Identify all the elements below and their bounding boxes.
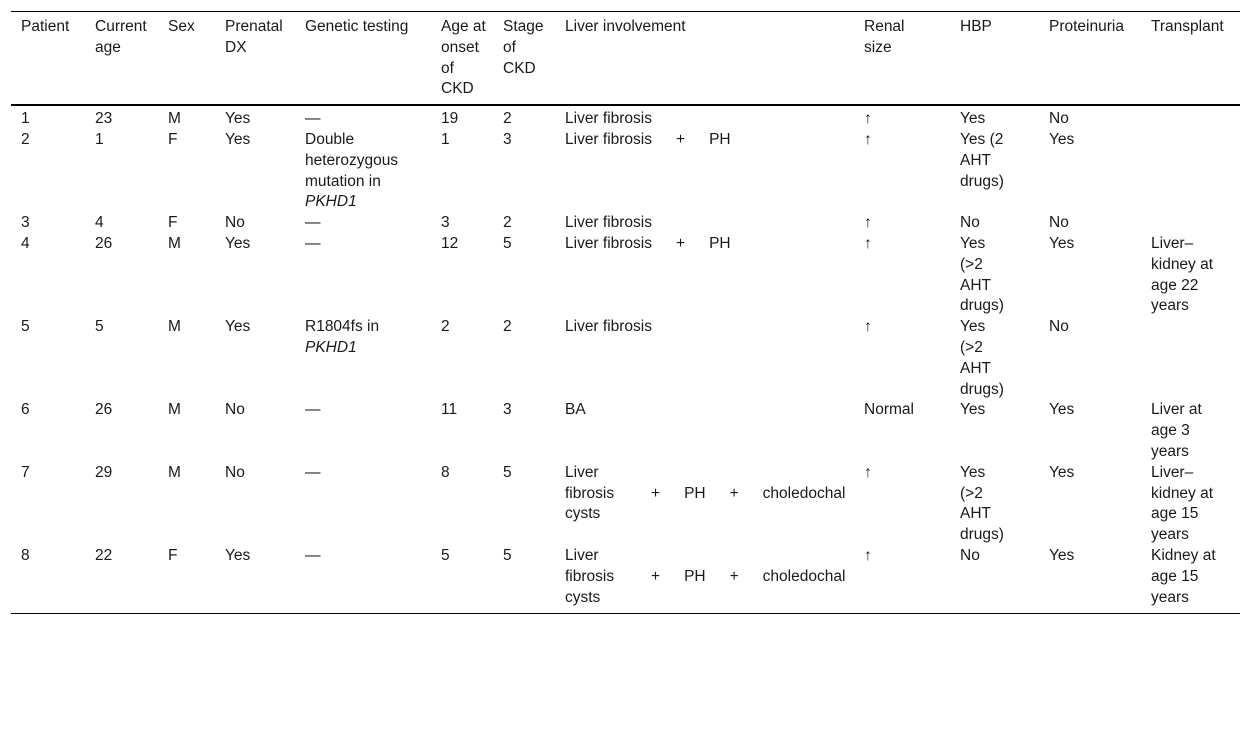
cell-transplant: Kidney at age 15 years (1151, 546, 1216, 606)
cell-stage-ckd: 2 (503, 214, 512, 232)
genetic-text: — (305, 110, 321, 128)
table-row (11, 317, 1240, 400)
cell-liver-involvement (555, 130, 854, 213)
cell-patient: 4 (21, 234, 30, 252)
patient-table (11, 11, 1240, 614)
header-hbp: HBP (960, 18, 992, 35)
header-sex: Sex (168, 18, 195, 35)
cell-genetic-testing (295, 546, 431, 614)
cell-prenatal-dx: No (225, 463, 245, 481)
table-row (11, 463, 1240, 546)
cell-hbp: Yes (>2 AHT drugs) (960, 463, 1004, 544)
cell-age-onset-ckd: 19 (441, 110, 459, 128)
cell-stage-ckd: 5 (503, 234, 512, 252)
liver-plus-sign: + (729, 484, 739, 502)
header-renal-size: Renal size (864, 18, 905, 56)
cell-proteinuria: Yes (1049, 130, 1075, 148)
liver-finding: Liver fibrosis (565, 234, 652, 252)
table-row (11, 213, 1240, 234)
cell-sex: F (168, 546, 178, 564)
cell-genetic-testing (295, 213, 431, 234)
cell-stage-ckd: 5 (503, 546, 512, 564)
cell-genetic-testing (295, 130, 431, 213)
liver-finding: choledochal (762, 484, 846, 502)
cell-age-onset-ckd: 3 (441, 214, 450, 232)
cell-stage-ckd: 3 (503, 130, 512, 148)
cell-proteinuria: No (1049, 318, 1069, 336)
cell-proteinuria: Yes (1049, 463, 1075, 481)
cell-liver-involvement (555, 234, 854, 317)
table-row (11, 234, 1240, 317)
cell-current-age: 22 (95, 546, 113, 564)
genetic-text: — (305, 234, 321, 252)
liver-finding: Liver fibrosis (565, 318, 652, 336)
cell-liver-involvement (555, 463, 854, 546)
liver-involvement-group (565, 546, 854, 608)
cell-transplant (1141, 213, 1240, 234)
header-stage-ckd: Stage of CKD (503, 18, 544, 77)
cell-proteinuria: Yes (1049, 546, 1075, 564)
liver-finding: choledochal (762, 567, 846, 585)
cell-sex: M (168, 110, 181, 128)
liver-involvement-group (565, 213, 854, 234)
table-body (11, 105, 1240, 614)
cell-current-age: 29 (95, 463, 113, 481)
cell-current-age: 26 (95, 234, 113, 252)
cell-patient: 7 (21, 463, 30, 481)
liver-finding: PH (709, 234, 731, 252)
cell-renal-size: Normal (864, 401, 914, 419)
cell-age-onset-ckd: 1 (441, 130, 450, 148)
cell-prenatal-dx: Yes (225, 546, 251, 564)
header-patient: Patient (21, 18, 70, 35)
cell-renal-size: ↑ (864, 234, 872, 252)
cell-renal-size: ↑ (864, 214, 872, 232)
cell-renal-size: ↑ (864, 130, 872, 148)
cell-hbp: Yes (>2 AHT drugs) (960, 318, 1004, 398)
cell-hbp: Yes (960, 401, 986, 419)
cell-renal-size: ↑ (864, 318, 872, 336)
cell-hbp: Yes (960, 110, 986, 128)
cell-proteinuria: No (1049, 214, 1069, 232)
liver-finding: Liver fibrosis (565, 214, 652, 232)
cell-stage-ckd: 2 (503, 110, 512, 128)
liver-finding: Liver fibrosis (565, 110, 652, 128)
cell-age-onset-ckd: 2 (441, 318, 450, 336)
genetic-text: — (305, 463, 321, 481)
cell-liver-involvement (555, 400, 854, 462)
gene-name: PKHD1 (305, 338, 357, 356)
header-age-onset-ckd: Age at onset of CKD (441, 18, 486, 98)
genetic-text: — (305, 546, 321, 564)
cell-patient: 5 (21, 318, 30, 336)
cell-renal-size: ↑ (864, 546, 872, 564)
genetic-text: — (305, 214, 321, 232)
cell-patient: 6 (21, 401, 30, 419)
liver-finding: PH (709, 130, 731, 148)
cell-genetic-testing (295, 317, 431, 400)
table-row (11, 546, 1240, 614)
liver-plus-sign: + (651, 484, 661, 502)
cell-transplant (1141, 105, 1240, 130)
liver-finding: Liver fibrosis cysts (565, 463, 615, 523)
table-row (11, 130, 1240, 213)
cell-patient: 3 (21, 214, 30, 232)
cell-patient: 1 (21, 110, 30, 128)
cell-genetic-testing (295, 400, 431, 462)
liver-finding: Liver fibrosis cysts (565, 546, 615, 606)
cell-proteinuria: Yes (1049, 401, 1075, 419)
cell-hbp: No (960, 546, 980, 564)
cell-sex: M (168, 463, 181, 481)
liver-involvement-group (565, 234, 854, 255)
liver-finding: Liver fibrosis (565, 130, 652, 148)
cell-prenatal-dx: Yes (225, 234, 251, 252)
cell-hbp: No (960, 214, 980, 232)
cell-stage-ckd: 2 (503, 318, 512, 336)
liver-involvement-group (565, 400, 854, 421)
cell-current-age: 1 (95, 130, 104, 148)
cell-current-age: 23 (95, 110, 113, 128)
cell-sex: F (168, 130, 178, 148)
header-transplant: Transplant (1151, 18, 1224, 35)
cell-sex: M (168, 318, 181, 336)
cell-liver-involvement (555, 213, 854, 234)
cell-age-onset-ckd: 8 (441, 463, 450, 481)
cell-prenatal-dx: Yes (225, 318, 251, 336)
cell-hbp: Yes (2 AHT drugs) (960, 130, 1004, 190)
cell-hbp: Yes (>2 AHT drugs) (960, 234, 1004, 315)
header-proteinuria: Proteinuria (1049, 18, 1124, 35)
liver-involvement-group (565, 317, 854, 338)
cell-liver-involvement (555, 317, 854, 400)
liver-involvement-group (565, 109, 854, 130)
genetic-text: — (305, 401, 321, 419)
cell-transplant (1141, 317, 1240, 400)
cell-prenatal-dx: No (225, 214, 245, 232)
cell-sex: F (168, 214, 178, 232)
cell-genetic-testing (295, 463, 431, 546)
cell-stage-ckd: 5 (503, 463, 512, 481)
table-header (11, 12, 1240, 106)
liver-finding: BA (565, 401, 586, 419)
cell-age-onset-ckd: 12 (441, 234, 459, 252)
genetic-text: R1804fs in (305, 318, 380, 336)
liver-finding: PH (684, 567, 706, 585)
cell-stage-ckd: 3 (503, 401, 512, 419)
cell-transplant: Liver–kidney at age 22 years (1151, 234, 1214, 315)
cell-genetic-testing (295, 105, 431, 130)
table-row (11, 105, 1240, 130)
liver-involvement-group (565, 130, 854, 151)
liver-plus-sign: + (676, 130, 686, 148)
cell-age-onset-ckd: 11 (441, 401, 458, 419)
cell-current-age: 5 (95, 318, 104, 336)
cell-prenatal-dx: Yes (225, 130, 251, 148)
cell-current-age: 4 (95, 214, 104, 232)
genetic-text: Double heterozygous mutation in (305, 130, 399, 190)
header-current-age: Current age (95, 18, 147, 56)
gene-name: PKHD1 (305, 193, 357, 211)
cell-proteinuria: Yes (1049, 234, 1075, 252)
header-liver-involvement: Liver involvement (565, 18, 686, 35)
header-prenatal-dx: Prenatal DX (225, 18, 283, 56)
cell-current-age: 26 (95, 401, 113, 419)
cell-renal-size: ↑ (864, 110, 872, 128)
cell-proteinuria: No (1049, 110, 1069, 128)
cell-transplant: Liver at age 3 years (1151, 401, 1202, 460)
cell-sex: M (168, 234, 181, 252)
cell-liver-involvement (555, 546, 854, 614)
cell-transplant: Liver–kidney at age 15 years (1151, 463, 1214, 544)
cell-liver-involvement (555, 105, 854, 130)
cell-sex: M (168, 401, 181, 419)
cell-transplant (1141, 130, 1240, 213)
cell-prenatal-dx: Yes (225, 110, 251, 128)
header-genetic-testing: Genetic testing (305, 18, 409, 35)
cell-patient: 2 (21, 130, 30, 148)
cell-renal-size: ↑ (864, 463, 872, 481)
table-row (11, 400, 1240, 462)
cell-prenatal-dx: No (225, 401, 245, 419)
liver-plus-sign: + (676, 234, 686, 252)
liver-plus-sign: + (729, 567, 739, 585)
cell-genetic-testing (295, 234, 431, 317)
cell-patient: 8 (21, 546, 30, 564)
liver-plus-sign: + (651, 567, 661, 585)
liver-involvement-group (565, 463, 854, 525)
cell-age-onset-ckd: 5 (441, 546, 450, 564)
liver-finding: PH (684, 484, 706, 502)
